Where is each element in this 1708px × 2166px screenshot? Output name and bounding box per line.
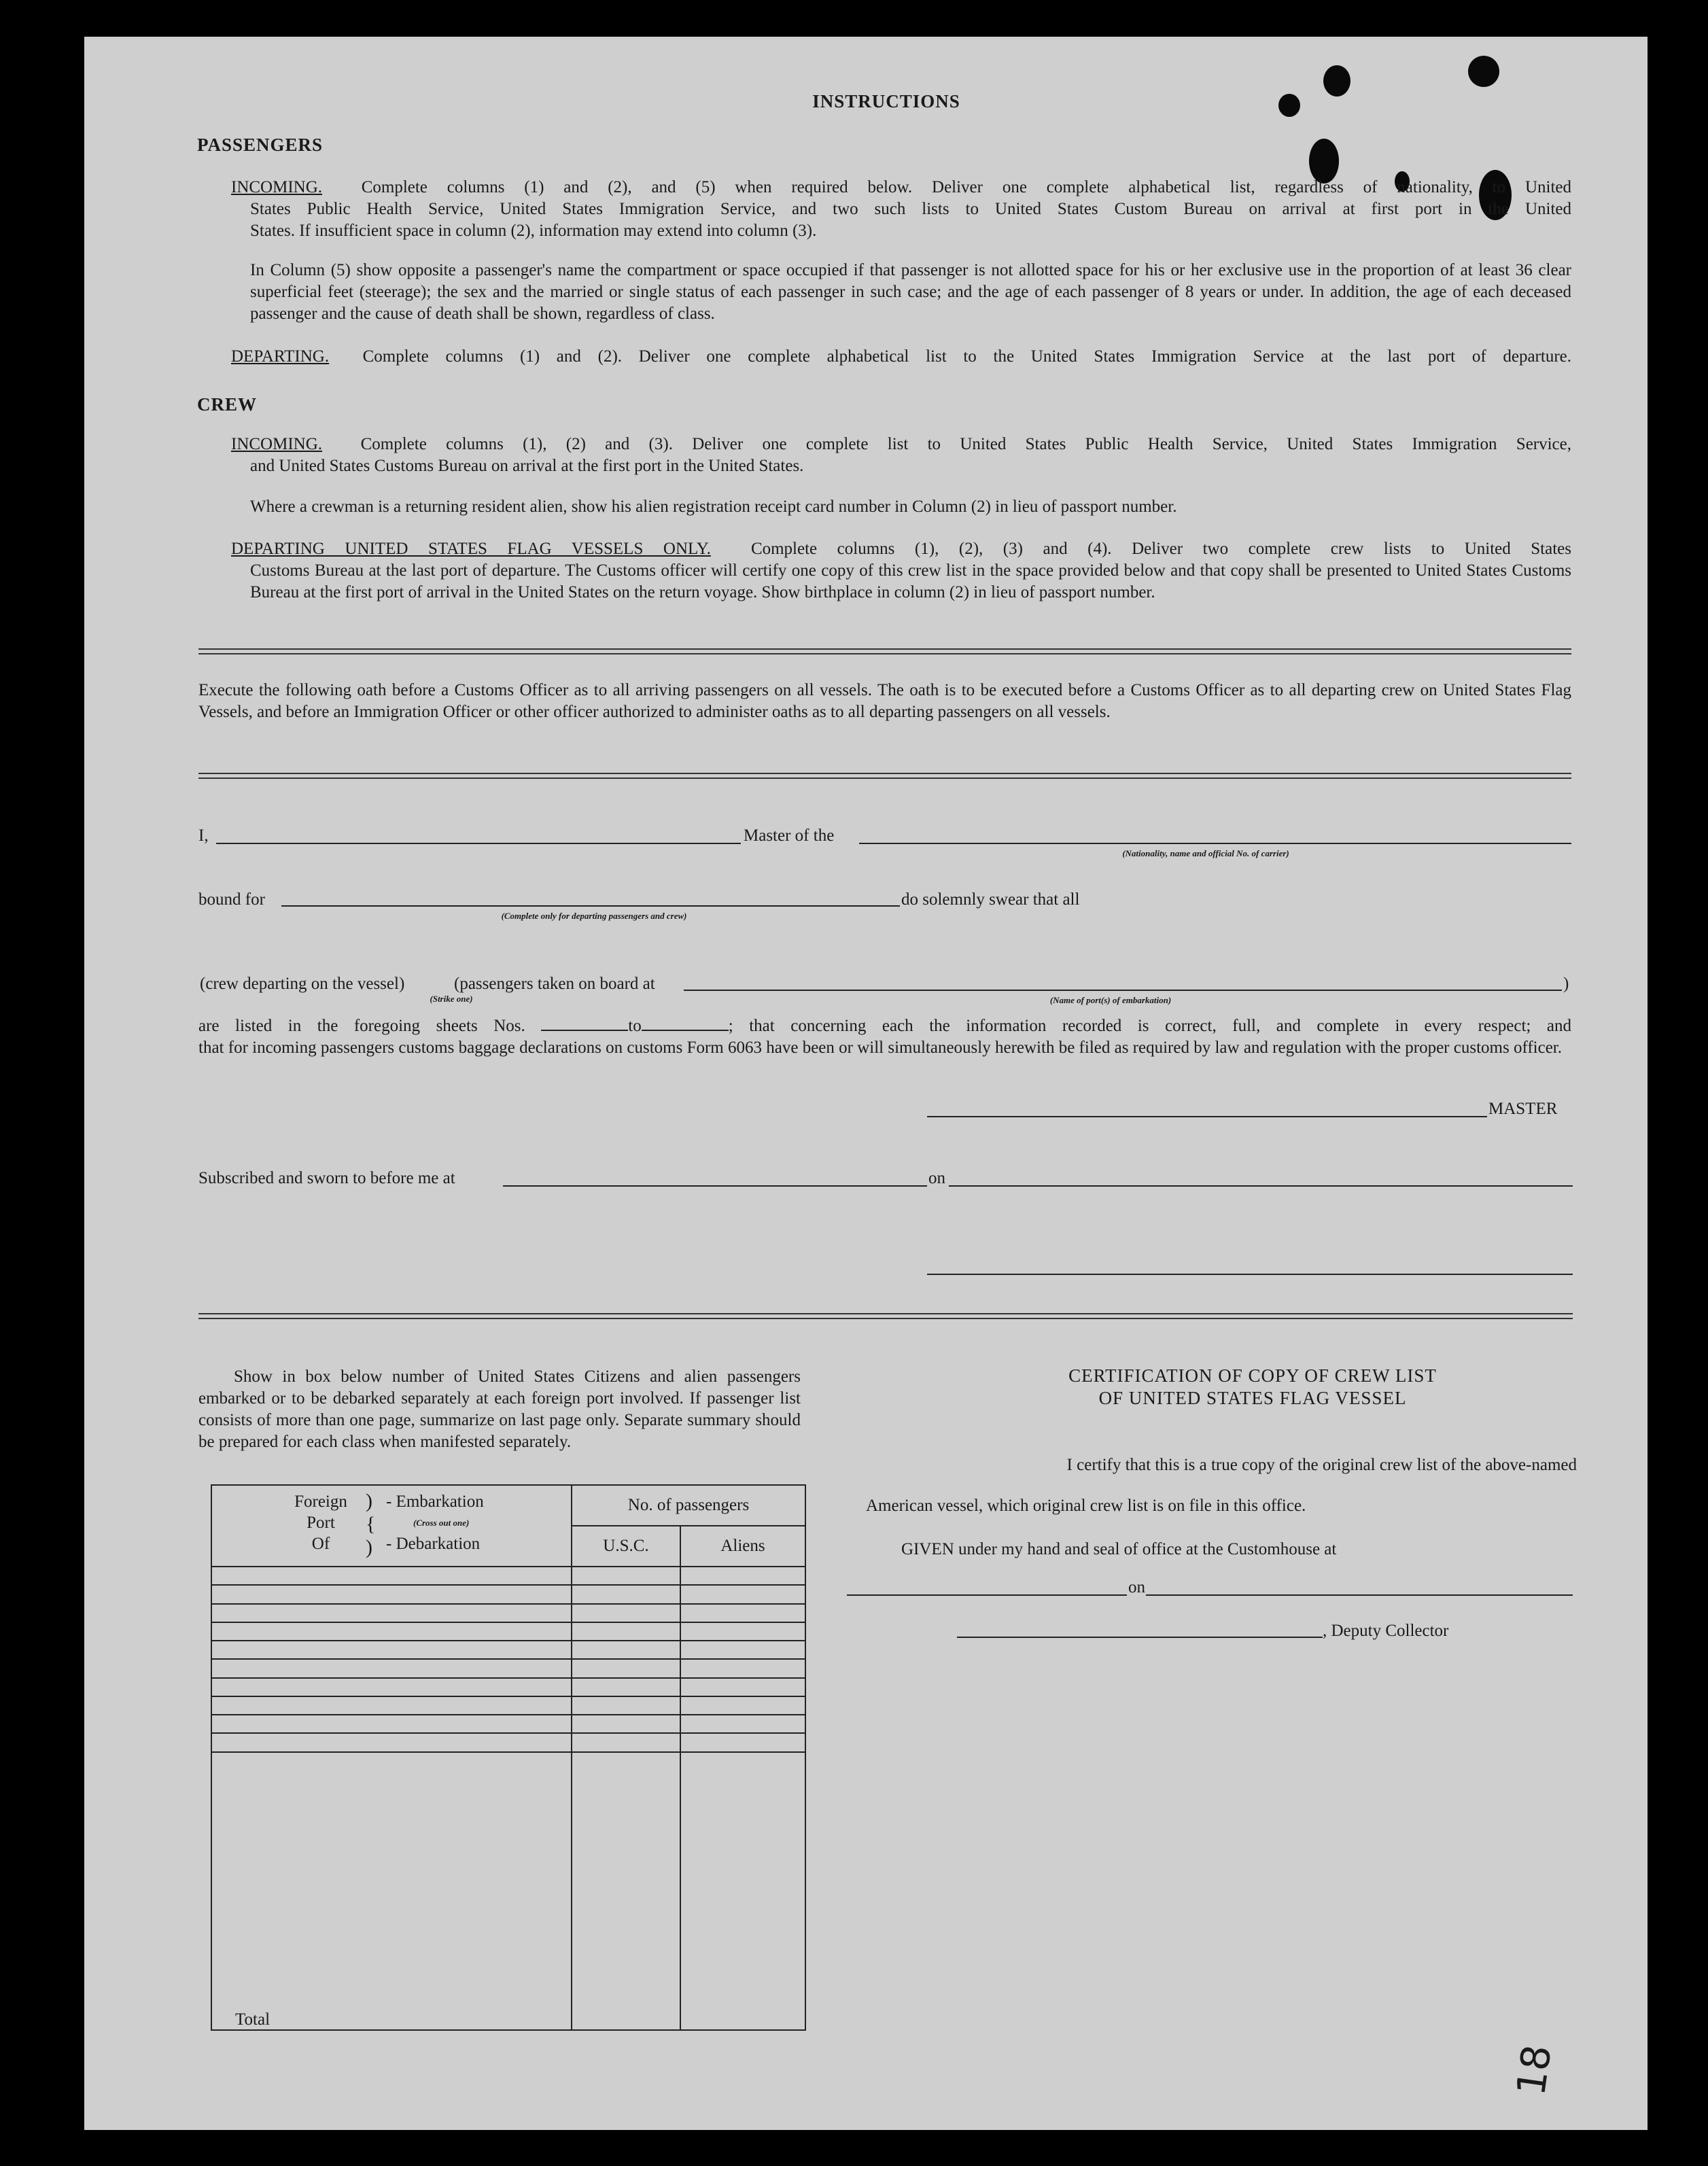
port-cell[interactable] [211, 1659, 572, 1677]
oath-i-label: I, [198, 826, 209, 845]
aliens-cell[interactable] [680, 1733, 805, 1751]
passengers-incoming-text1: Complete columns (1) and (2), and (5) when required below. Deliver one complete alphabetical list, regardless of nationality, to United [361, 178, 1571, 196]
certify-line1: I certify that this is a true copy of the original crew list of the above-named [1066, 1456, 1577, 1474]
crew-resident-paragraph: Where a crewman is a returning resident alien, show his alien registration receipt card number in Column (2) in lieu of passport number. [250, 497, 1177, 516]
port-cell[interactable] [211, 1678, 572, 1696]
port-cell[interactable] [211, 1641, 572, 1659]
crew-departing-option: (crew departing on the vessel) [200, 975, 405, 993]
usc-cell[interactable] [572, 1659, 680, 1677]
customhouse-place-line[interactable] [847, 1594, 1127, 1596]
hdr-of: Of [311, 1535, 330, 1553]
master-of-label: Master of the [744, 826, 835, 845]
master-signature-line[interactable] [927, 1116, 1487, 1117]
bound-for-line[interactable] [281, 905, 900, 907]
oath-intro: Execute the following oath before a Customs Officer as to all arriving passengers on all vessels. The oath is to be executed before a Customs Officer as to all departing crew on United States Flag Vessels, and before an Immigration Officer or other officer authorized to administer oaths as to all departing passengers on all vessels. [198, 681, 1571, 721]
hdr-embarkation: - Embarkation [386, 1492, 484, 1511]
brace-icon: ) { ) [366, 1490, 376, 1558]
port-cell[interactable] [211, 1567, 572, 1585]
passengers-taken-option: (passengers taken on board at [454, 975, 655, 993]
passenger-summary-table [211, 1484, 806, 2031]
aliens-cell[interactable] [680, 1567, 805, 1585]
passengers-incoming-line3: States. If insufficient space in column (2), information may extend into column (3). [250, 222, 817, 240]
aliens-cell[interactable] [680, 1622, 805, 1641]
crew-departing-label: DEPARTING UNITED STATES FLAG VESSELS ONLY. [231, 540, 711, 558]
summary-paragraph: Show in box below number of United States Citizens and alien passengers embarked or to be debarked separately at each foreign port involved. If passenger list consists of more than one page, summarize on last page only. Separate summary should be prepared for each class when manifested separately. [198, 1367, 801, 1451]
crew-incoming-label: INCOMING. [231, 435, 323, 453]
usc-cell[interactable] [572, 1585, 680, 1603]
hdr-cross-out: (Cross out one) [413, 1518, 470, 1528]
certification-title-line1: CERTIFICATION OF COPY OF CREW LIST [1068, 1365, 1437, 1386]
port-cell[interactable] [211, 1696, 572, 1715]
ink-blot [1278, 94, 1300, 117]
column5-paragraph: In Column (5) show opposite a passenger's name the compartment or space occupied if that passenger is not allotted space for his or her exclusive use in the proportion of at least 36 clear superficial feet (steerage); the sex and the married or single status of each passenger in such case; and the age of each passenger of 8 years or under. In addition, the age of each deceased passenger and the cause of death shall be shown, regardless of class. [250, 261, 1571, 323]
hdr-foreign: Foreign [294, 1492, 347, 1511]
carrier-line[interactable] [859, 843, 1571, 844]
port-cell[interactable] [211, 1622, 572, 1641]
ports-line[interactable] [684, 990, 1562, 991]
crew-departing-paragraph: Customs Bureau at the last port of departure. The Customs officer will certify one copy of this crew list in the space provided below and that copy shall be presented to United States Customs Bureau at the first port of arrival in the United States on the return voyage. Show birthplace in column (2) in lieu of passport number. [250, 561, 1571, 601]
close-paren: ) [1563, 975, 1569, 993]
bound-hint: (Complete only for departing passengers and crew) [501, 911, 687, 921]
aliens-cell[interactable] [680, 1715, 805, 1733]
carrier-hint: (Nationality, name and official No. of carrier) [1122, 848, 1289, 858]
master-label: MASTER [1488, 1100, 1558, 1118]
total-aliens-cell[interactable] [680, 1752, 805, 2030]
sheet-to-field[interactable] [642, 1030, 729, 1031]
sheet-from-field[interactable] [541, 1030, 628, 1031]
aliens-cell[interactable] [680, 1604, 805, 1622]
usc-cell[interactable] [572, 1567, 680, 1585]
port-header-cell [211, 1485, 572, 1567]
crew-incoming-line1 [231, 434, 1571, 455]
usc-cell[interactable] [572, 1604, 680, 1622]
certify-on-label: on [1128, 1578, 1145, 1596]
certify-date-line[interactable] [1146, 1594, 1573, 1596]
crew-departing-line1 [231, 538, 1571, 560]
to-word: to [628, 1017, 642, 1035]
hdr-debarkation: - Debarkation [386, 1535, 481, 1553]
ink-blot [1323, 65, 1350, 97]
aliens-cell[interactable] [680, 1641, 805, 1659]
no-passengers-header: No. of passengers [572, 1485, 805, 1526]
usc-cell[interactable] [572, 1641, 680, 1659]
usc-cell[interactable] [572, 1696, 680, 1715]
listed-paragraph: that for incoming passengers customs baggage declarations on customs Form 6063 have been or will simultaneously herewith be filed as required by law and regulation with the proper customs officer. [198, 1038, 1562, 1057]
crew-incoming-text1: Complete columns (1), (2) and (3). Deliver one complete list to United States Public Health Service, United States Immigration Service, [360, 435, 1571, 453]
passengers-heading: PASSENGERS [197, 135, 324, 155]
bound-for-label: bound for [198, 890, 265, 909]
certification-title [930, 1365, 1575, 1410]
form-page [84, 37, 1648, 2130]
certify-line2: American vessel, which original crew list is on file in this office. [866, 1497, 1306, 1515]
listed-text1: ; that concerning each the information recorded is correct, full, and complete in every respect; and [728, 1017, 1571, 1035]
aliens-cell[interactable] [680, 1659, 805, 1677]
total-label: Total [211, 1752, 572, 2030]
usc-cell[interactable] [572, 1678, 680, 1696]
passengers-departing-text: Complete columns (1) and (2). Deliver one complete alphabetical list to the United States Immigration Service at the last port of departure. [362, 347, 1571, 366]
hdr-port: Port [307, 1514, 335, 1532]
sworn-place-line[interactable] [503, 1185, 927, 1187]
handwritten-page-number: 18 [1507, 2042, 1561, 2099]
passengers-incoming-line2: States Public Health Service, United States Immigration Service, and two such lists to United States Custom Bureau on arrival at first port in the United [250, 200, 1571, 218]
total-usc-cell[interactable] [572, 1752, 680, 2030]
usc-cell[interactable] [572, 1715, 680, 1733]
passengers-departing-line [231, 346, 1571, 368]
listed-line1 [198, 1015, 1571, 1037]
subscribed-label: Subscribed and sworn to before me at [198, 1169, 455, 1187]
aliens-header: Aliens [680, 1526, 805, 1567]
double-divider [198, 648, 1571, 654]
deputy-signature-line[interactable] [957, 1637, 1323, 1638]
usc-cell[interactable] [572, 1622, 680, 1641]
crew-heading: CREW [197, 394, 258, 415]
crew-incoming-line2: and United States Customs Bureau on arrival at the first port in the United States. [250, 457, 804, 475]
aliens-cell[interactable] [680, 1678, 805, 1696]
aliens-cell[interactable] [680, 1585, 805, 1603]
sworn-on-label: on [928, 1169, 945, 1187]
listed-prefix: are listed in the foregoing sheets Nos. [198, 1017, 525, 1035]
certify-line3: GIVEN under my hand and seal of office at the Customhouse at [901, 1540, 1337, 1558]
usc-cell[interactable] [572, 1733, 680, 1751]
usc-header: U.S.C. [572, 1526, 680, 1567]
passengers-departing-label: DEPARTING. [231, 347, 330, 366]
page-title: INSTRUCTIONS [812, 91, 960, 111]
port-cell[interactable] [211, 1715, 572, 1733]
certification-title-line2: OF UNITED STATES FLAG VESSEL [1098, 1388, 1407, 1408]
deputy-collector-label: , Deputy Collector [1323, 1622, 1449, 1640]
master-name-line[interactable] [216, 843, 741, 844]
port-cell[interactable] [211, 1733, 572, 1751]
strike-one-hint: (Strike one) [430, 994, 473, 1004]
passengers-incoming-line1 [231, 177, 1571, 198]
aliens-cell[interactable] [680, 1696, 805, 1715]
port-cell[interactable] [211, 1585, 572, 1603]
double-divider [198, 1313, 1573, 1319]
sworn-date-line[interactable] [949, 1185, 1573, 1187]
ink-blot [1468, 56, 1499, 87]
ports-hint: (Name of port(s) of embarkation) [1049, 995, 1172, 1005]
crew-departing-text1: Complete columns (1), (2), (3) and (4). Deliver two complete crew lists to United States [750, 540, 1571, 558]
swear-text: do solemnly swear that all [901, 890, 1080, 909]
port-cell[interactable] [211, 1604, 572, 1622]
double-divider [198, 773, 1571, 779]
officer-signature-line[interactable] [927, 1274, 1573, 1275]
passengers-incoming-label: INCOMING. [231, 178, 323, 196]
